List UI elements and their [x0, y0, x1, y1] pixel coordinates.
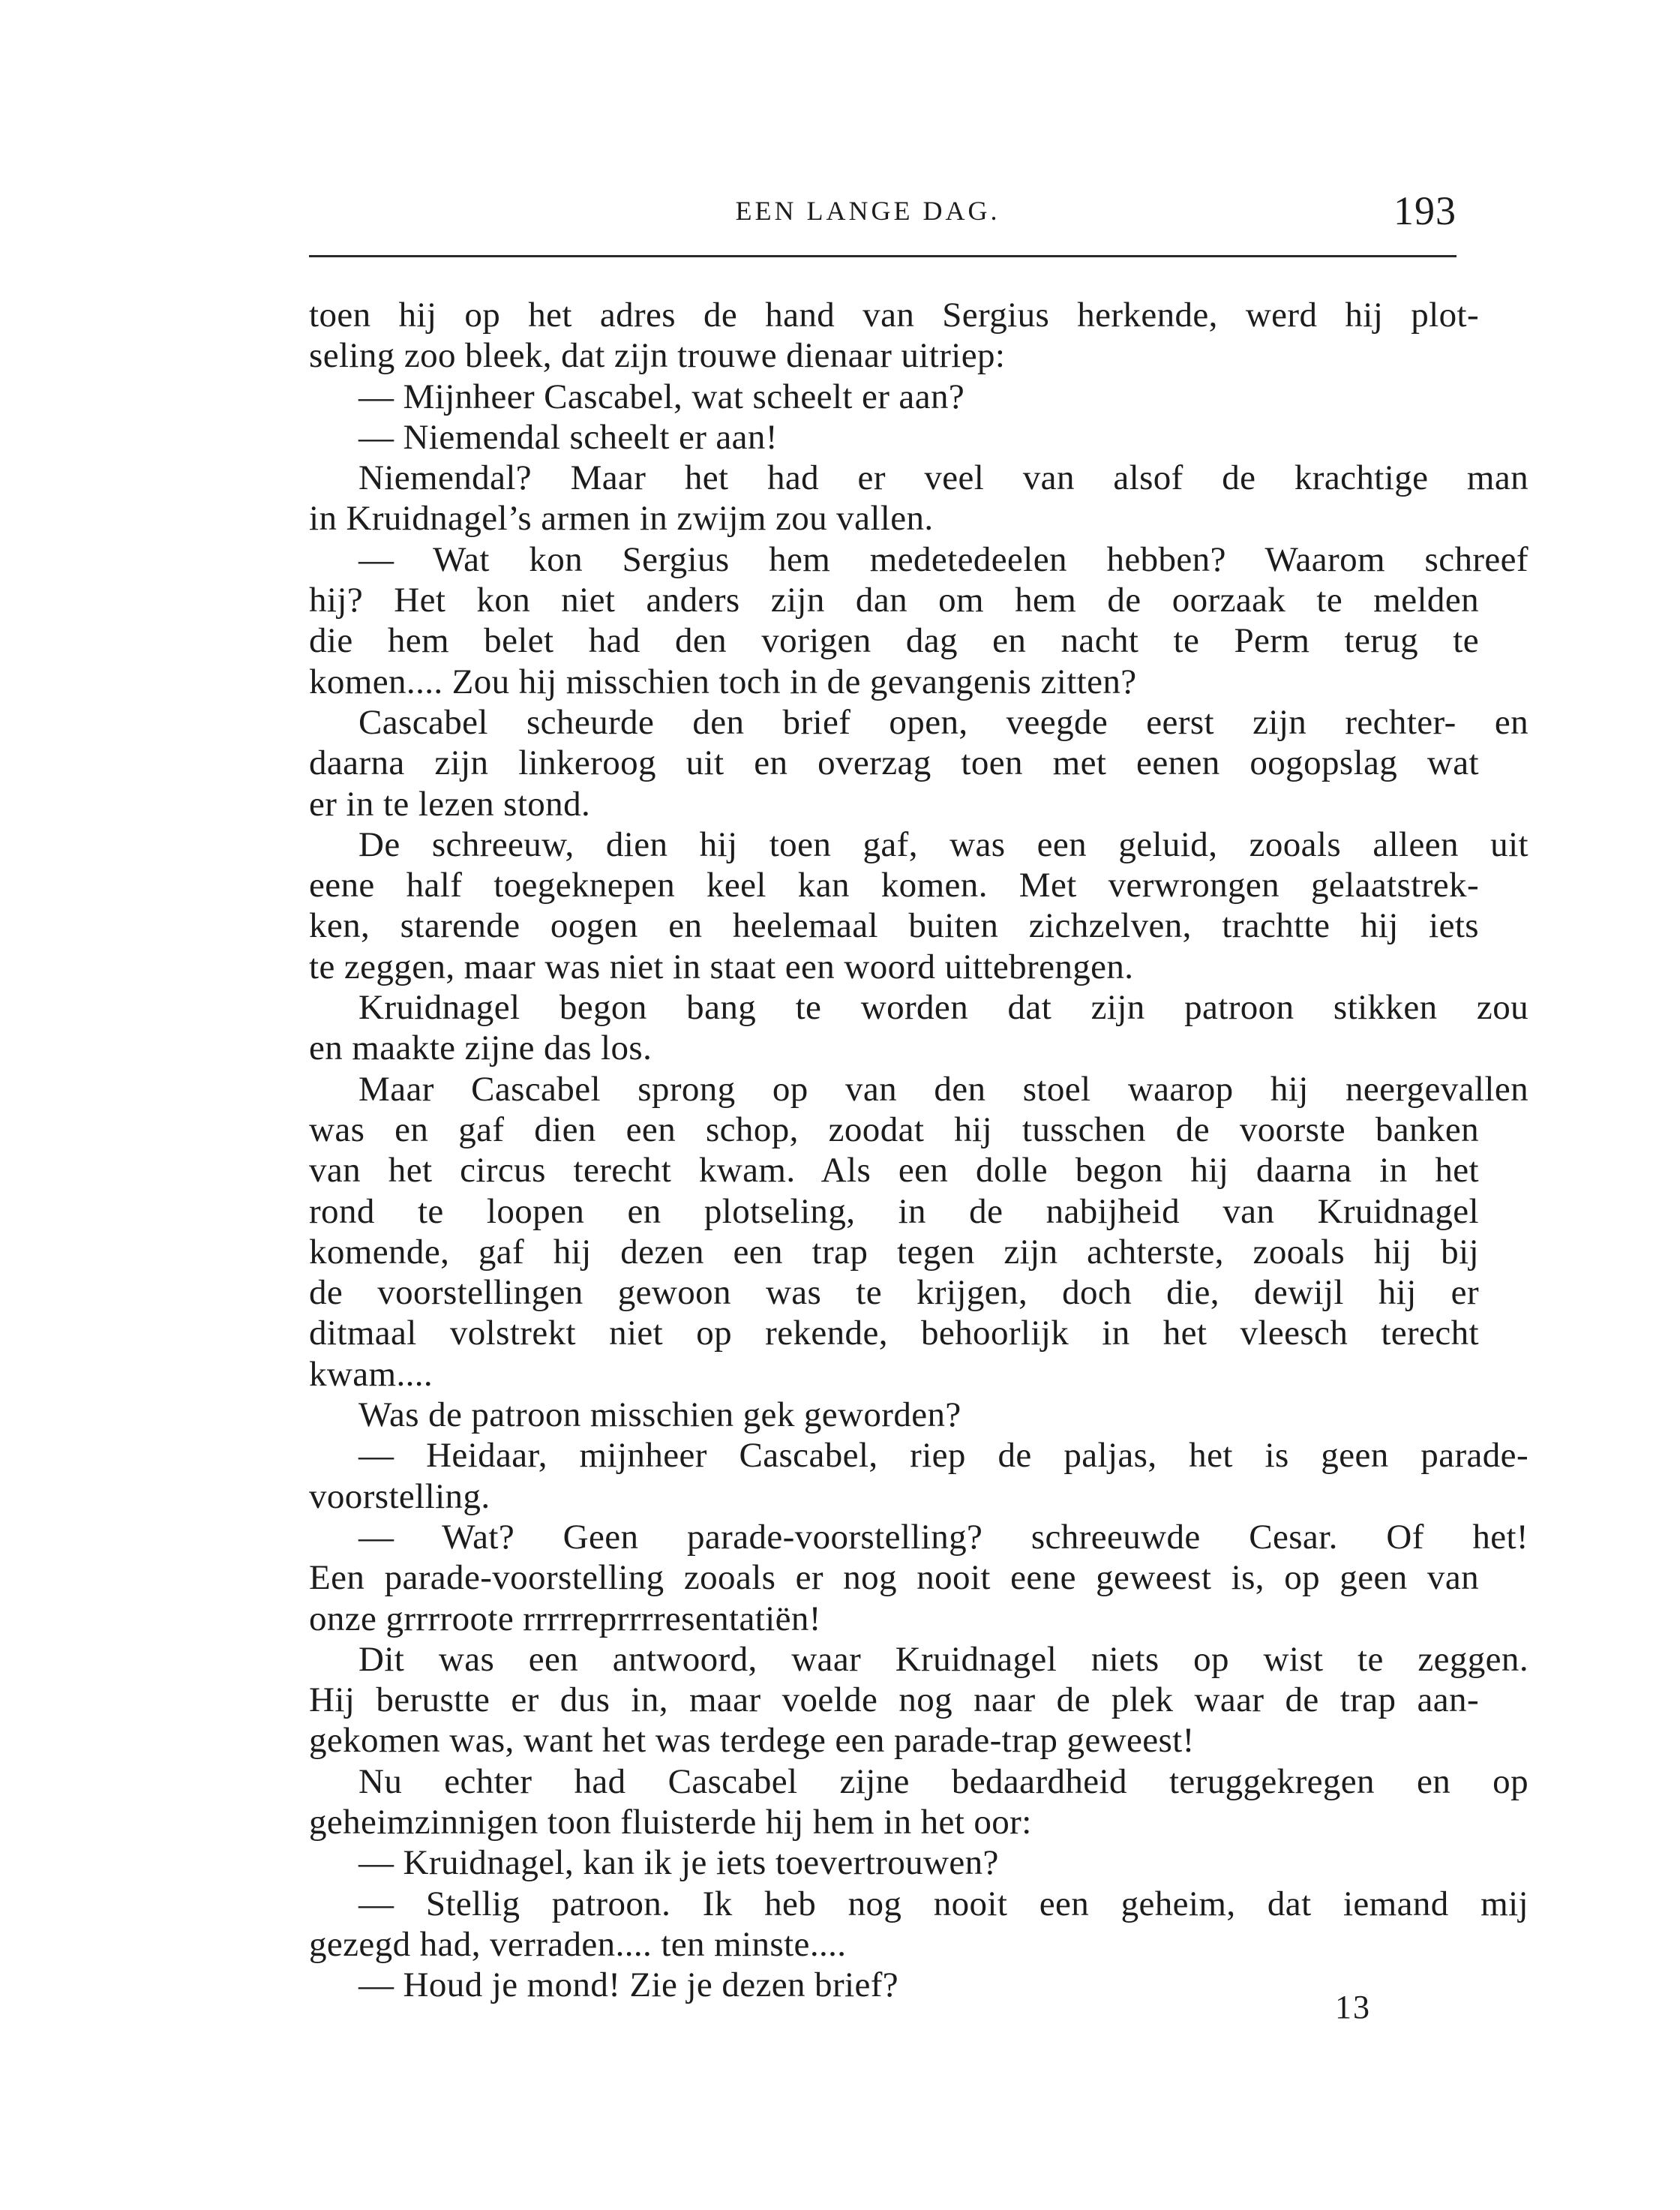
text-line: te zeggen, maar was niet in staat een woord uittebrengen. — [309, 947, 1134, 986]
text-line: Maar Cascabel sprong op van den stoel waarop hij neergevallen — [358, 1069, 1528, 1109]
text-line: ken, starende oogen en heelemaal buiten zichzelven, trachtte hij iets — [309, 906, 1479, 946]
text-line: seling zoo bleek, dat zijn trouwe dienaar uitriep: — [309, 336, 1006, 376]
body-text — [309, 295, 1528, 2005]
text-line: en maakte zijne das los. — [309, 1028, 652, 1068]
text-line: eene half toegeknepen keel kan komen. Met verwrongen gelaatstrek- — [309, 866, 1479, 905]
text-line: er in te lezen stond. — [309, 784, 591, 824]
signature-mark: 13 — [1335, 1989, 1371, 2025]
text-line: komende, gaf hij dezen een trap tegen zijn achterste, zooals hij bij — [309, 1232, 1479, 1272]
text-line: Een parade-voorstelling zooals er nog nooit eene geweest is, op geen van — [309, 1558, 1479, 1598]
text-line: onze grrrroote rrrrreprrrresentatiën! — [309, 1599, 821, 1638]
text-line: — Stellig patroon. Ik heb nog nooit een geheim, dat iemand mij — [358, 1884, 1528, 1923]
text-line: was en gaf dien een schop, zoodat hij tusschen de voorste banken — [309, 1110, 1479, 1149]
text-line: rond te loopen en plotseling, in de nabijheid van Kruidnagel — [309, 1191, 1479, 1231]
text-line: geheimzinnigen toon fluisterde hij hem in het oor: — [309, 1802, 1032, 1842]
text-line: — Wat? Geen parade-voorstelling? schreeuwde Cesar. Of het! — [358, 1517, 1528, 1557]
text-line: hij? Het kon niet anders zijn dan om hem de oorzaak te melden — [309, 581, 1479, 620]
page-header — [309, 188, 1456, 240]
text-line: — Kruidnagel, kan ik je iets toevertrouwen? — [358, 1843, 999, 1883]
text-line: Was de patroon misschien gek geworden? — [358, 1395, 962, 1435]
text-line: Dit was een antwoord, waar Kruidnagel niets op wist te zeggen. — [358, 1639, 1528, 1679]
text-line: ditmaal volstrekt niet op rekende, behoorlijk in het vleesch terecht — [309, 1314, 1479, 1353]
text-line: Kruidnagel begon bang te worden dat zijn patroon stikken zou — [358, 988, 1528, 1028]
text-line: — Houd je mond! Zie je dezen brief? — [358, 1965, 899, 2005]
text-line: De schreeuw, dien hij toen gaf, was een geluid, zooals alleen uit — [358, 824, 1528, 864]
text-line: Nu echter had Cascabel zijne bedaardheid teruggekregen en op — [358, 1761, 1528, 1801]
text-line: gezegd had, verraden.... ten minste.... — [309, 1924, 847, 1964]
text-line: Niemendal? Maar het had er veel van alsof de krachtige man — [358, 458, 1528, 498]
text-line: Hij berustte er dus in, maar voelde nog naar de plek waar de trap aan- — [309, 1680, 1479, 1720]
text-line: — Mijnheer Cascabel, wat scheelt er aan? — [358, 377, 965, 416]
text-line: komen.... Zou hij misschien toch in de gevangenis zitten? — [309, 662, 1137, 701]
header-rule — [309, 255, 1456, 257]
text-line: voorstelling. — [309, 1476, 490, 1516]
text-line: Cascabel scheurde den brief open, veegde eerst zijn rechter- en — [358, 702, 1528, 742]
text-line: kwam.... — [309, 1354, 434, 1394]
text-line: — Wat kon Sergius hem medetedeelen hebben? Waarom schreef — [358, 539, 1528, 579]
text-line: toen hij op het adres de hand van Sergius herkende, werd hij plot- — [309, 296, 1479, 335]
text-line: gekomen was, want het was terdege een parade-trap geweest! — [309, 1721, 1195, 1761]
text-line: die hem belet had den vorigen dag en nacht te Perm terug te — [309, 621, 1479, 661]
text-line: — Niemendal scheelt er aan! — [358, 417, 778, 457]
running-title: EEN LANGE DAG. — [735, 196, 1000, 226]
text-line: van het circus terecht kwam. Als een dolle begon hij daarna in het — [309, 1151, 1479, 1191]
text-line: daarna zijn linkeroog uit en overzag toen met eenen oogopslag wat — [309, 743, 1479, 783]
text-line: — Heidaar, mijnheer Cascabel, riep de paljas, het is geen parade- — [358, 1436, 1528, 1476]
page-number: 193 — [1394, 188, 1456, 233]
text-line: de voorstellingen gewoon was te krijgen, doch die, dewijl hij er — [309, 1273, 1479, 1313]
text-line: in Kruidnagel’s armen in zwijm zou vallen. — [309, 499, 934, 539]
